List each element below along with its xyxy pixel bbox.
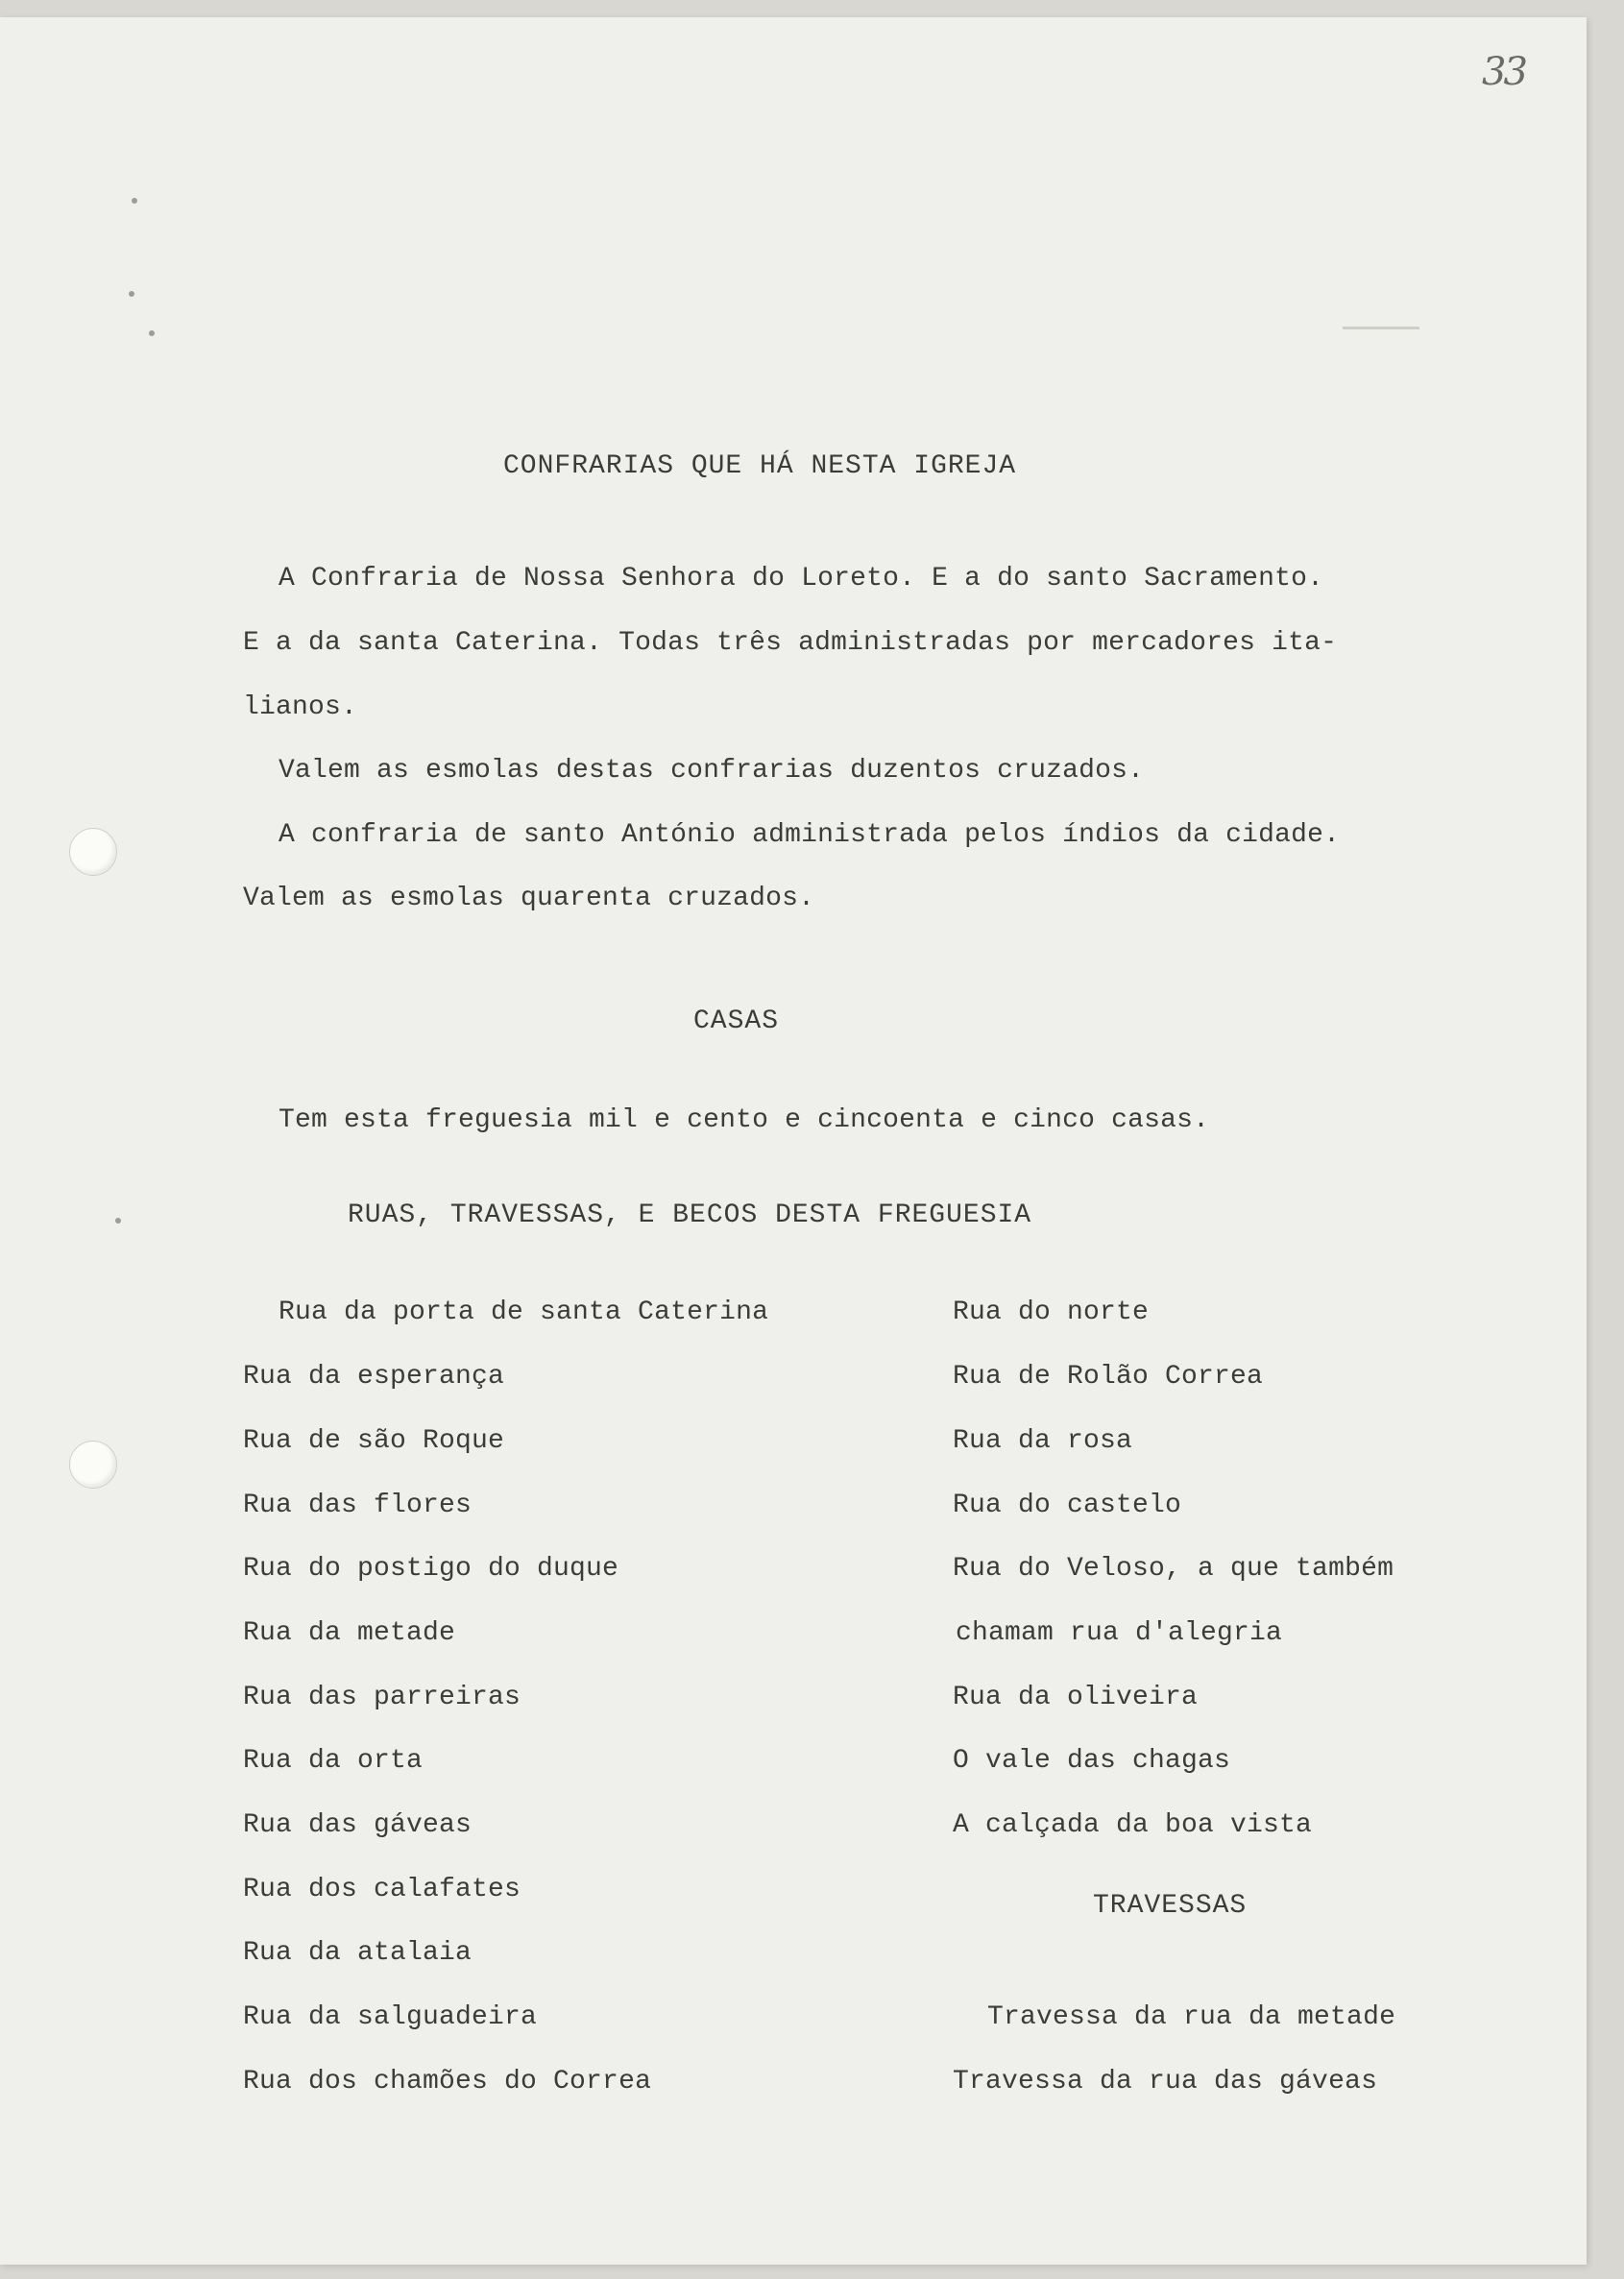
paper-smudge [1343,327,1419,329]
punch-hole-bottom [69,1441,117,1489]
confrarias-line: A Confraria de Nossa Senhora do Loreto. E a do santo Sacramento. [279,564,1324,594]
paper-speck [149,330,155,336]
travessa-item: Travessa da rua das gáveas [953,2067,1378,2097]
street-left: Rua da porta de santa Caterina [279,1297,769,1327]
street-left: Rua das gáveas [243,1810,473,1840]
street-left: Rua de são Roque [243,1426,505,1456]
confrarias-line: lianos. [243,692,358,722]
confrarias-line: E a da santa Caterina. Todas três administradas por mercadores ita- [243,628,1338,658]
street-left: Rua da esperança [243,1362,505,1392]
street-left: Rua da salguadeira [243,2002,538,2032]
street-left: Rua dos calafates [243,1875,521,1904]
street-right: A calçada da boa vista [953,1810,1313,1840]
street-left: Rua das parreiras [243,1683,521,1712]
street-left: Rua da atalaia [243,1938,473,1968]
casas-line: Tem esta freguesia mil e cento e cincoenta e cinco casas. [279,1105,1210,1135]
street-left: Rua das flores [243,1491,473,1520]
paper-speck [129,291,134,297]
street-left: Rua da orta [243,1746,424,1776]
document-page [0,17,1587,2265]
casas-heading: CASAS [693,1006,780,1036]
street-left: Rua dos chamões do Correa [243,2067,652,2097]
street-right: Rua do norte [953,1297,1150,1327]
street-left: Rua da metade [243,1618,456,1648]
paper-speck [132,198,137,204]
street-left: Rua do postigo do duque [243,1554,619,1584]
travessas-heading: TRAVESSAS [1093,1891,1248,1921]
page-number: 33 [1482,50,1525,94]
street-right: Rua do Veloso, a que também [953,1554,1394,1584]
street-right: Rua do castelo [953,1491,1182,1520]
paper-speck [115,1218,121,1224]
street-right: Rua de Rolão Correa [953,1362,1264,1392]
street-right: Rua da oliveira [953,1683,1199,1712]
confrarias-line: A confraria de santo António administrada pelos índios da cidade. [279,820,1341,850]
travessa-item: Travessa da rua da metade [987,2002,1396,2032]
punch-hole-top [69,828,117,876]
street-right: O vale das chagas [953,1746,1231,1776]
confrarias-line: Valem as esmolas quarenta cruzados. [243,884,815,913]
street-right: Rua da rosa [953,1426,1133,1456]
street-right: chamam rua d'alegria [956,1618,1283,1648]
confrarias-line: Valem as esmolas destas confrarias duzentos cruzados. [279,756,1145,786]
confrarias-heading: CONFRARIAS QUE HÁ NESTA IGREJA [503,451,1017,481]
ruas-heading: RUAS, TRAVESSAS, E BECOS DESTA FREGUESIA [348,1200,1032,1230]
